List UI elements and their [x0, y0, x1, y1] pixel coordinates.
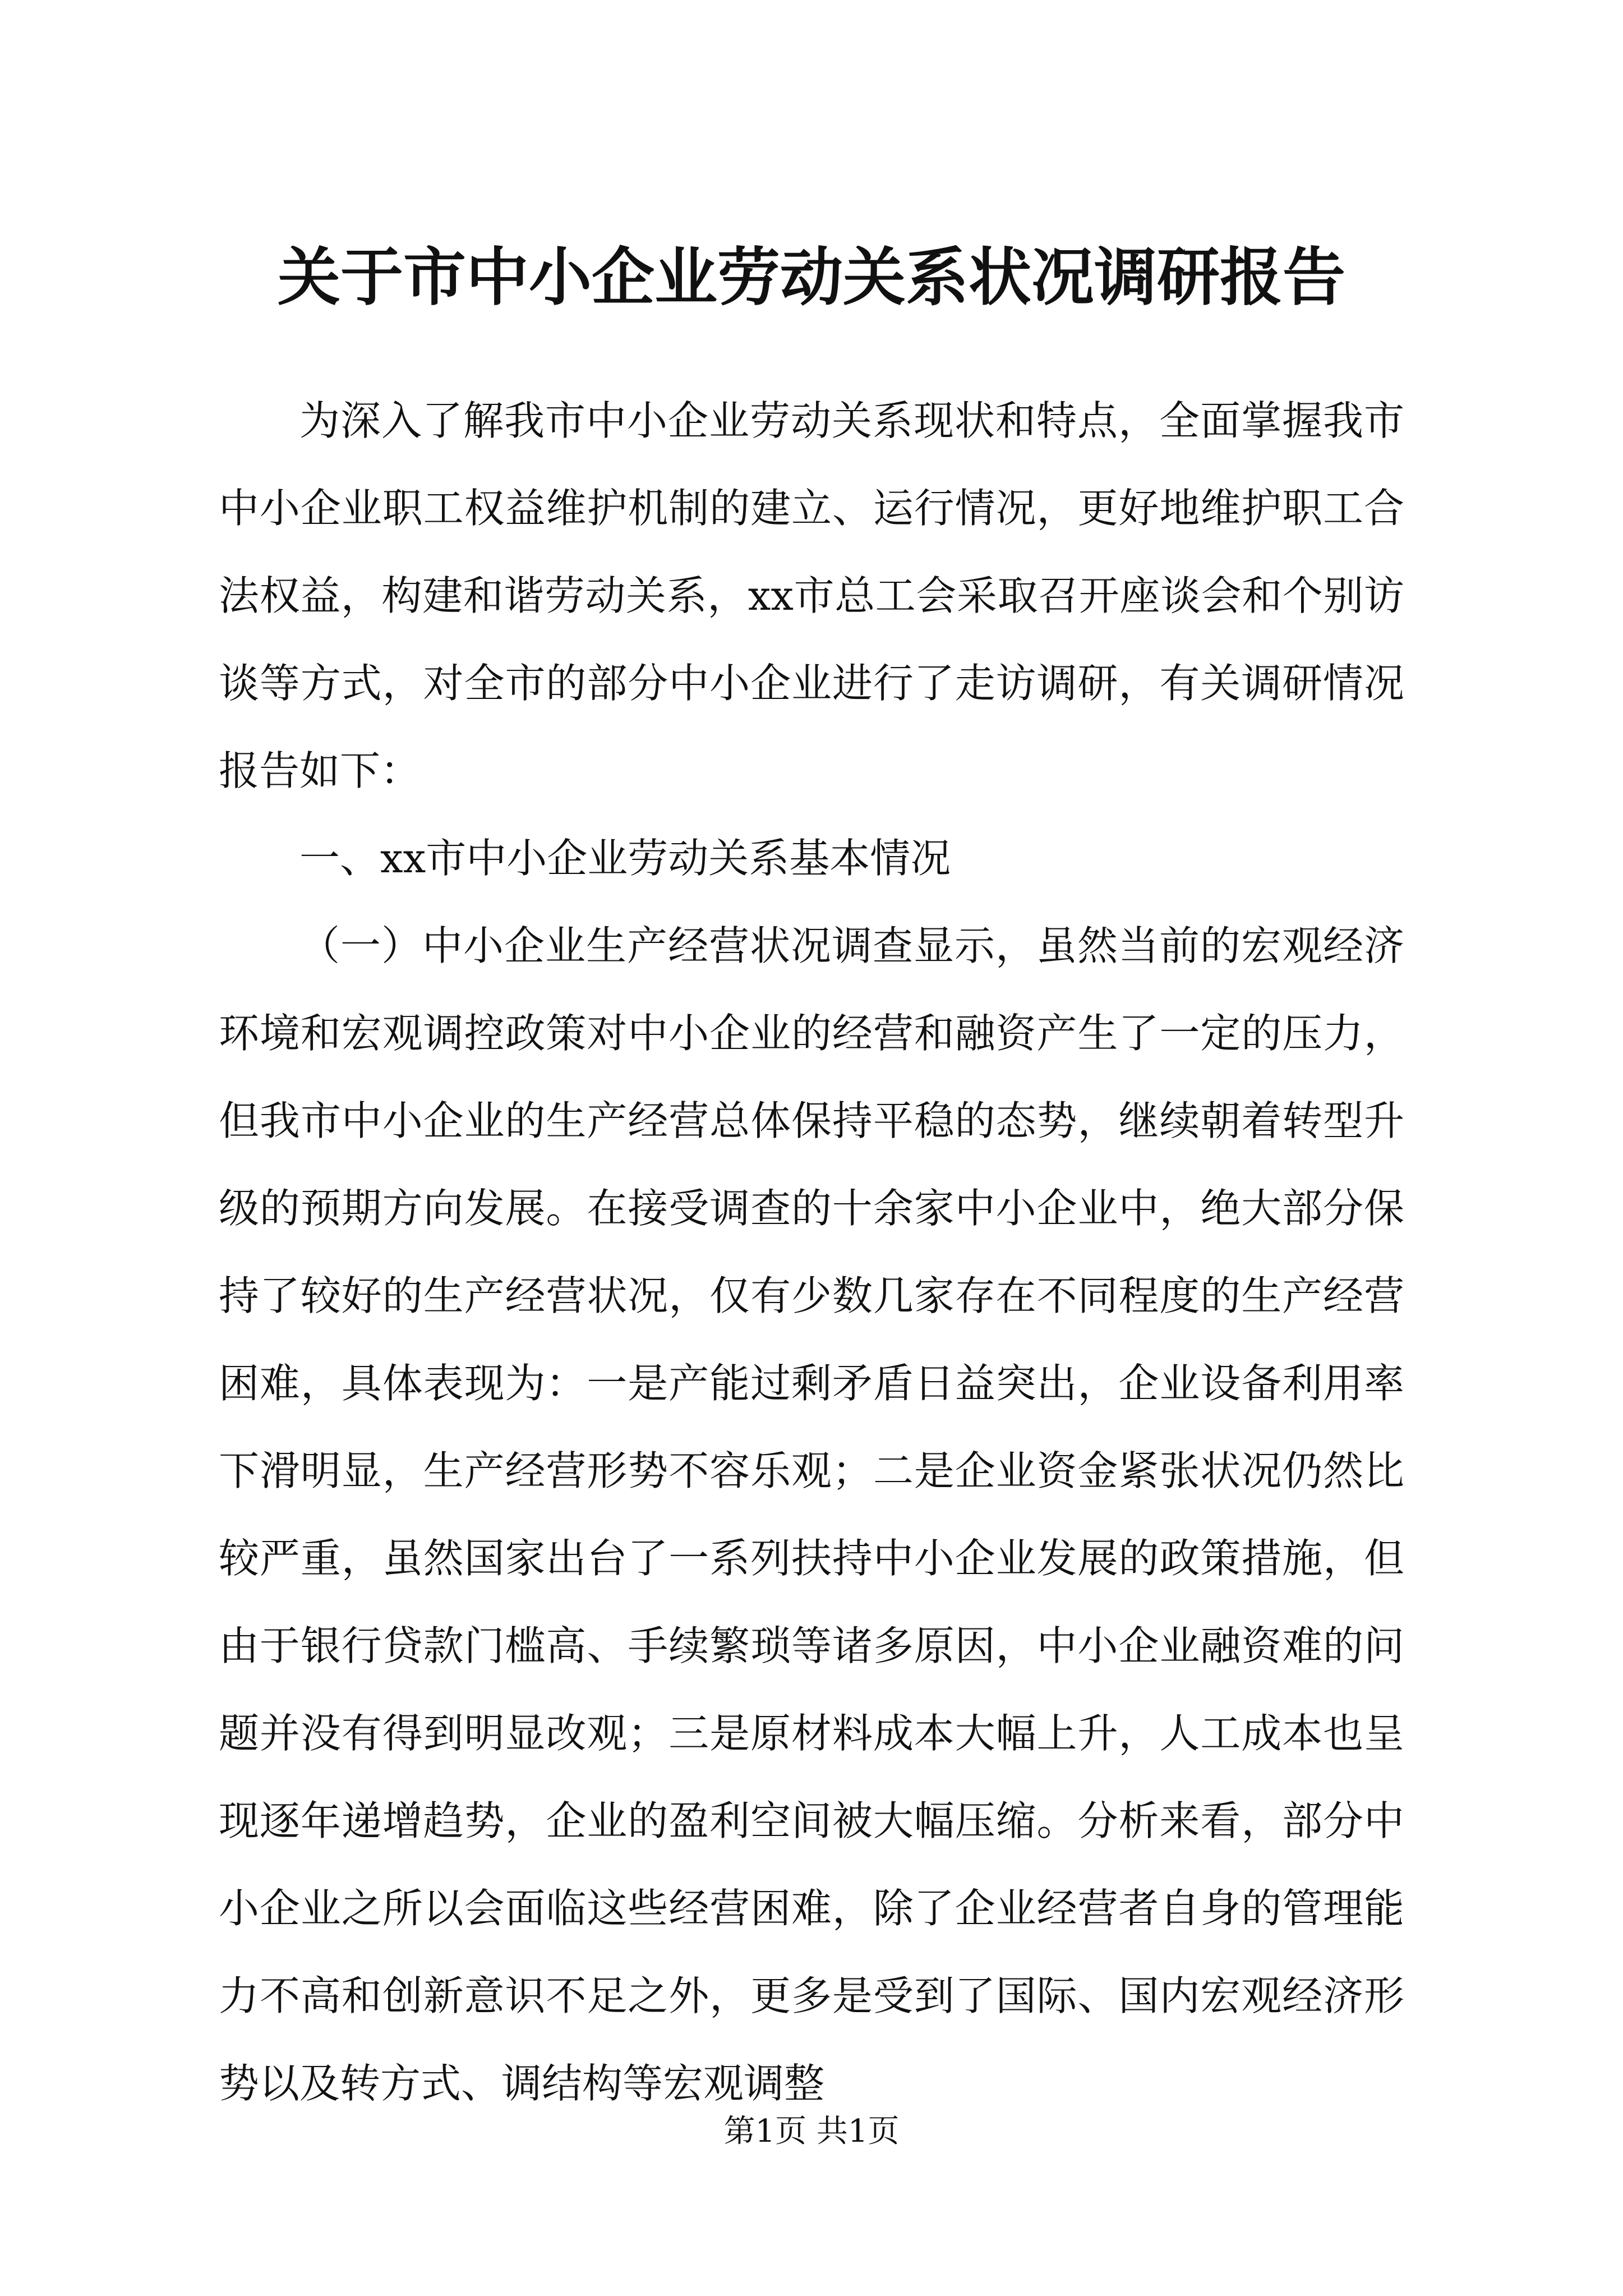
document-title: 关于市中小企业劳动关系状况调研报告	[278, 241, 1345, 314]
document-body	[219, 377, 1404, 2127]
page-number: 第1页 共1页	[723, 2113, 900, 2150]
intro-paragraph: 为深入了解我市中小企业劳动关系现状和特点，全面掌握我市中小企业职工权益维护机制的建立、运行情况，更好地维护职工合法权益，构建和谐劳动关系，xx市总工会采取召开座谈会和个别访谈等方式，对全市的部分中小企业进行了走访调研，有关调研情况报告如下：	[219, 397, 1404, 794]
section-heading: 一、xx市中小企业劳动关系基本情况	[299, 835, 951, 882]
body-paragraph: （一）中小企业生产经营状况调查显示，虽然当前的宏观经济环境和宏观调控政策对中小企业的经营和融资产生了一定的压力，但我市中小企业的生产经营总体保持平稳的态势，继续朝着转型升级的预期方向发展。在接受调查的十余家中小企业中，绝大部分保持了较好的生产经营状况，仅有少数几家存在不同程度的生产经营困难，具体表现为：一是产能过剩矛盾日益突出，企业设备利用率下滑明显，生产经营形势不容乐观；二是企业资金紧张状况仍然比较严重，虽然国家出台了一系列扶持中小企业发展的政策措施，但由于银行贷款门槛高、手续繁琐等诸多原因，中小企业融资难的问题并没有得到明显改观；三是原材料成本大幅上升，人工成本也呈现逐年递增趋势，企业的盈利空间被大幅压缩。分析来看，部分中小企业之所以会面临这些经营困难，除了企业经营者自身的管理能力不高和创新意识不足之外，更多是受到了国际、国内宏观经济形势以及转方式、调结构等宏观调整	[219, 922, 1404, 2107]
page-footer	[0, 2109, 1623, 2154]
